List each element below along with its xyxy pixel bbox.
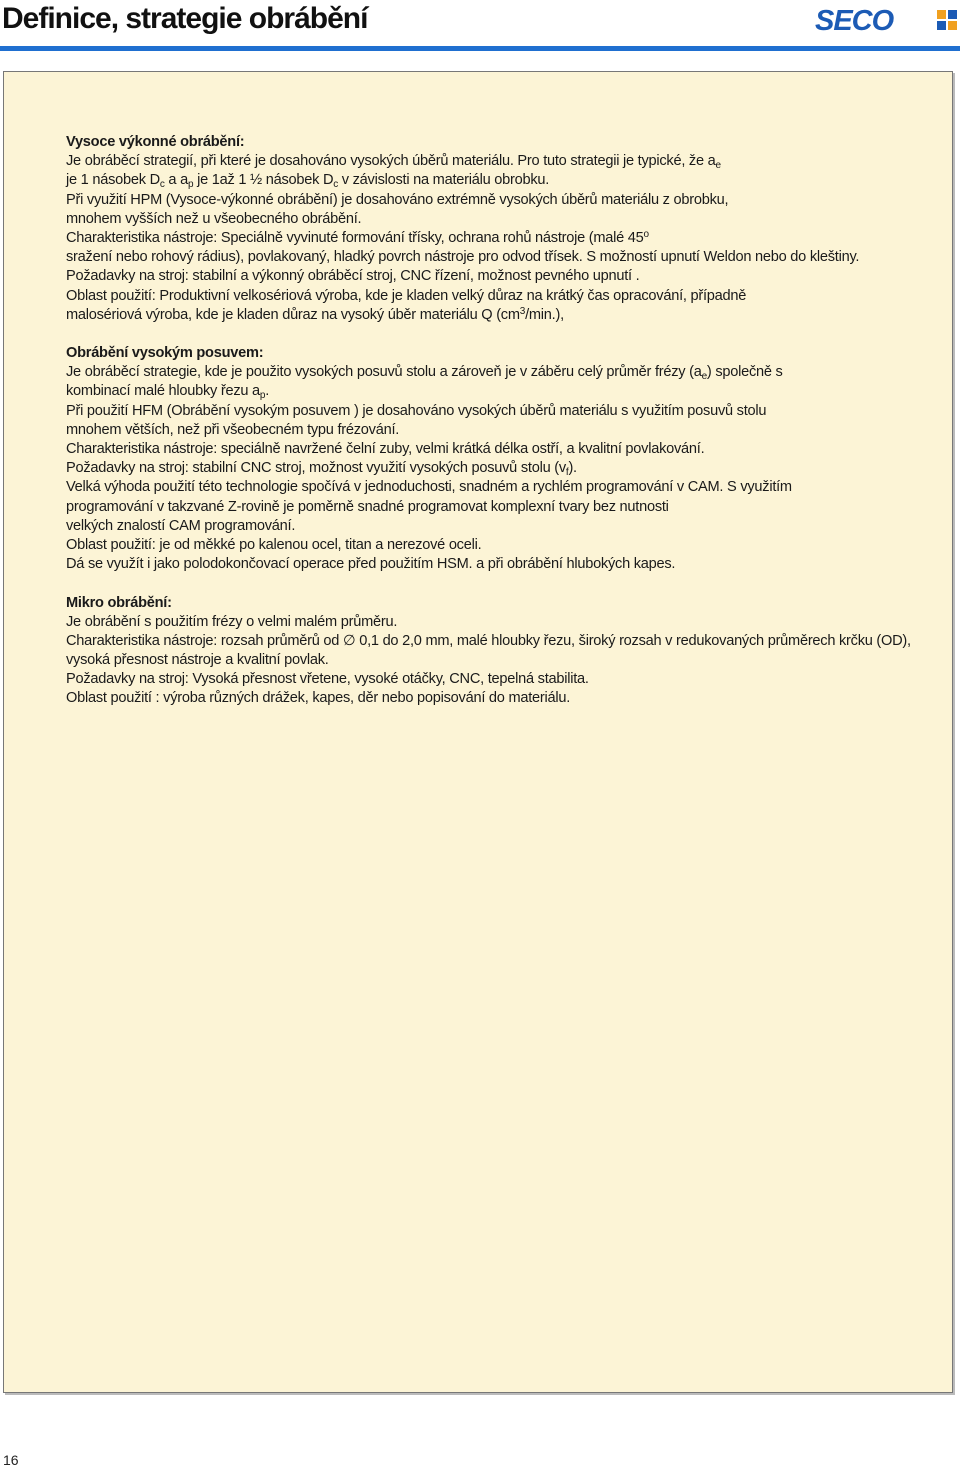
section-heading: Mikro obrábění: [66, 594, 172, 611]
text-line: Požadavky na stroj: stabilní a výkonný obráběcí stroj, CNC řízení, možnost pevného upnutí . [66, 268, 640, 285]
text-line: Velká výhoda použití této technologie spočívá v jednoduchosti, snadném a rychlém programování v CAM. S využitím [66, 479, 792, 496]
text-line: Je obrábění s použitím frézy o velmi malém průměru. [66, 613, 398, 630]
text-line: Oblast použití: je od měkké po kalenou ocel, titan a nerezové oceli. [66, 536, 482, 553]
page-title: Definice, strategie obrábění [2, 2, 368, 35]
content-text [66, 133, 946, 709]
text-line: je 1 násobek $D_c$ a $a_p$ je 1až 1 ½ násobek $D_c$ v závislosti na materiálu obrobku. [66, 172, 550, 191]
section-heading: Vysoce výkonné obrábění: [66, 134, 245, 150]
text-line: programování v takzvané Z-rovině je poměrně snadné programovat komplexní tvary bez nutnosti [66, 498, 669, 515]
text-line: mnohem vyšších než u všeobecného obrábění. [66, 210, 362, 227]
text-line: mnohem větších, než při všeobecném typu frézování. [66, 421, 400, 438]
text-line: sražení nebo rohový rádius), povlakovaný, hladký povrch nástroje pro odvod třísek. S možností upnutí Weldon nebo do kleštiny. [66, 249, 860, 266]
page-number: 16 [3, 1452, 19, 1468]
text-line: Charakteristika nástroje: rozsah průměrů od ∅ 0,1 do 2,0 mm, malé hloubky řezu, široký rozsah v redukovaných průměrech krčku (OD), [66, 632, 911, 649]
svg-text:SECO: SECO [815, 6, 894, 34]
text-line: Oblast použití : výroba různých drážek, kapes, děr nebo popisování do materiálu. [66, 690, 571, 707]
text-line: Dá se využít i jako polodokončovací operace před použitím HSM. a při obrábění hlubokých kapes. [66, 556, 676, 573]
seco-logo [815, 6, 960, 34]
section-heading: Obrábění vysokým posuvem: [66, 345, 264, 362]
text-line: vysoká přesnost nástroje a kvalitní povlak. [66, 652, 329, 669]
text-line: Je obráběcí strategie, kde je použito vysokých posuvů stolu a zároveň je v záběru celý průměr frézy $(a_e)$ společně s [66, 364, 783, 383]
text-line: Při použití HFM (Obrábění vysokým posuvem ) je dosahováno vysokých úběrů materiálu s využitím posuvů stolu [66, 402, 767, 419]
diameter-symbol: ∅ [342, 632, 356, 649]
text-line: Požadavky na stroj: Vysoká přesnost vřetene, vysoké otáčky, CNC, tepelná stabilita. [66, 671, 589, 688]
text-line: velkých znalostí CAM programování. [66, 517, 296, 534]
text-line: Při využití HPM (Vysoce-výkonné obrábění) je dosahováno extrémně vysokých úběrů materiálu z obrobku, [66, 191, 729, 208]
text-line: malosériová výroba, kde je kladen důraz na vysoký úběr materiálu Q $(cm^3/\min.)$, [66, 305, 564, 323]
text-line: Charakteristika nástroje: speciálně navržené čelní zuby, velmi krátká délka ostří, a kvalitní povlakování. [66, 441, 705, 457]
text-line: Požadavky na stroj: stabilní CNC stroj, možnost využití vysokých posuvů stolu $(v_f)$. [66, 460, 577, 479]
text-line: Charakteristika nástroje: Speciálně vyvinuté formování třísky, ochrana rohů nástroje (malé 45$^o$ [66, 228, 649, 246]
header-rule [0, 46, 960, 51]
text-line: kombinací malé hloubky řezu $a_p$. [66, 383, 270, 402]
text-line: Je obráběcí strategií, při které je dosahováno vysokých úběrů materiálu. Pro tuto strategii je typické, že $a_e$ [66, 153, 721, 172]
text-line: Oblast použití: Produktivní velkosériová výroba, kde je kladen velký důraz na krátký čas opracování, případně [66, 287, 747, 304]
